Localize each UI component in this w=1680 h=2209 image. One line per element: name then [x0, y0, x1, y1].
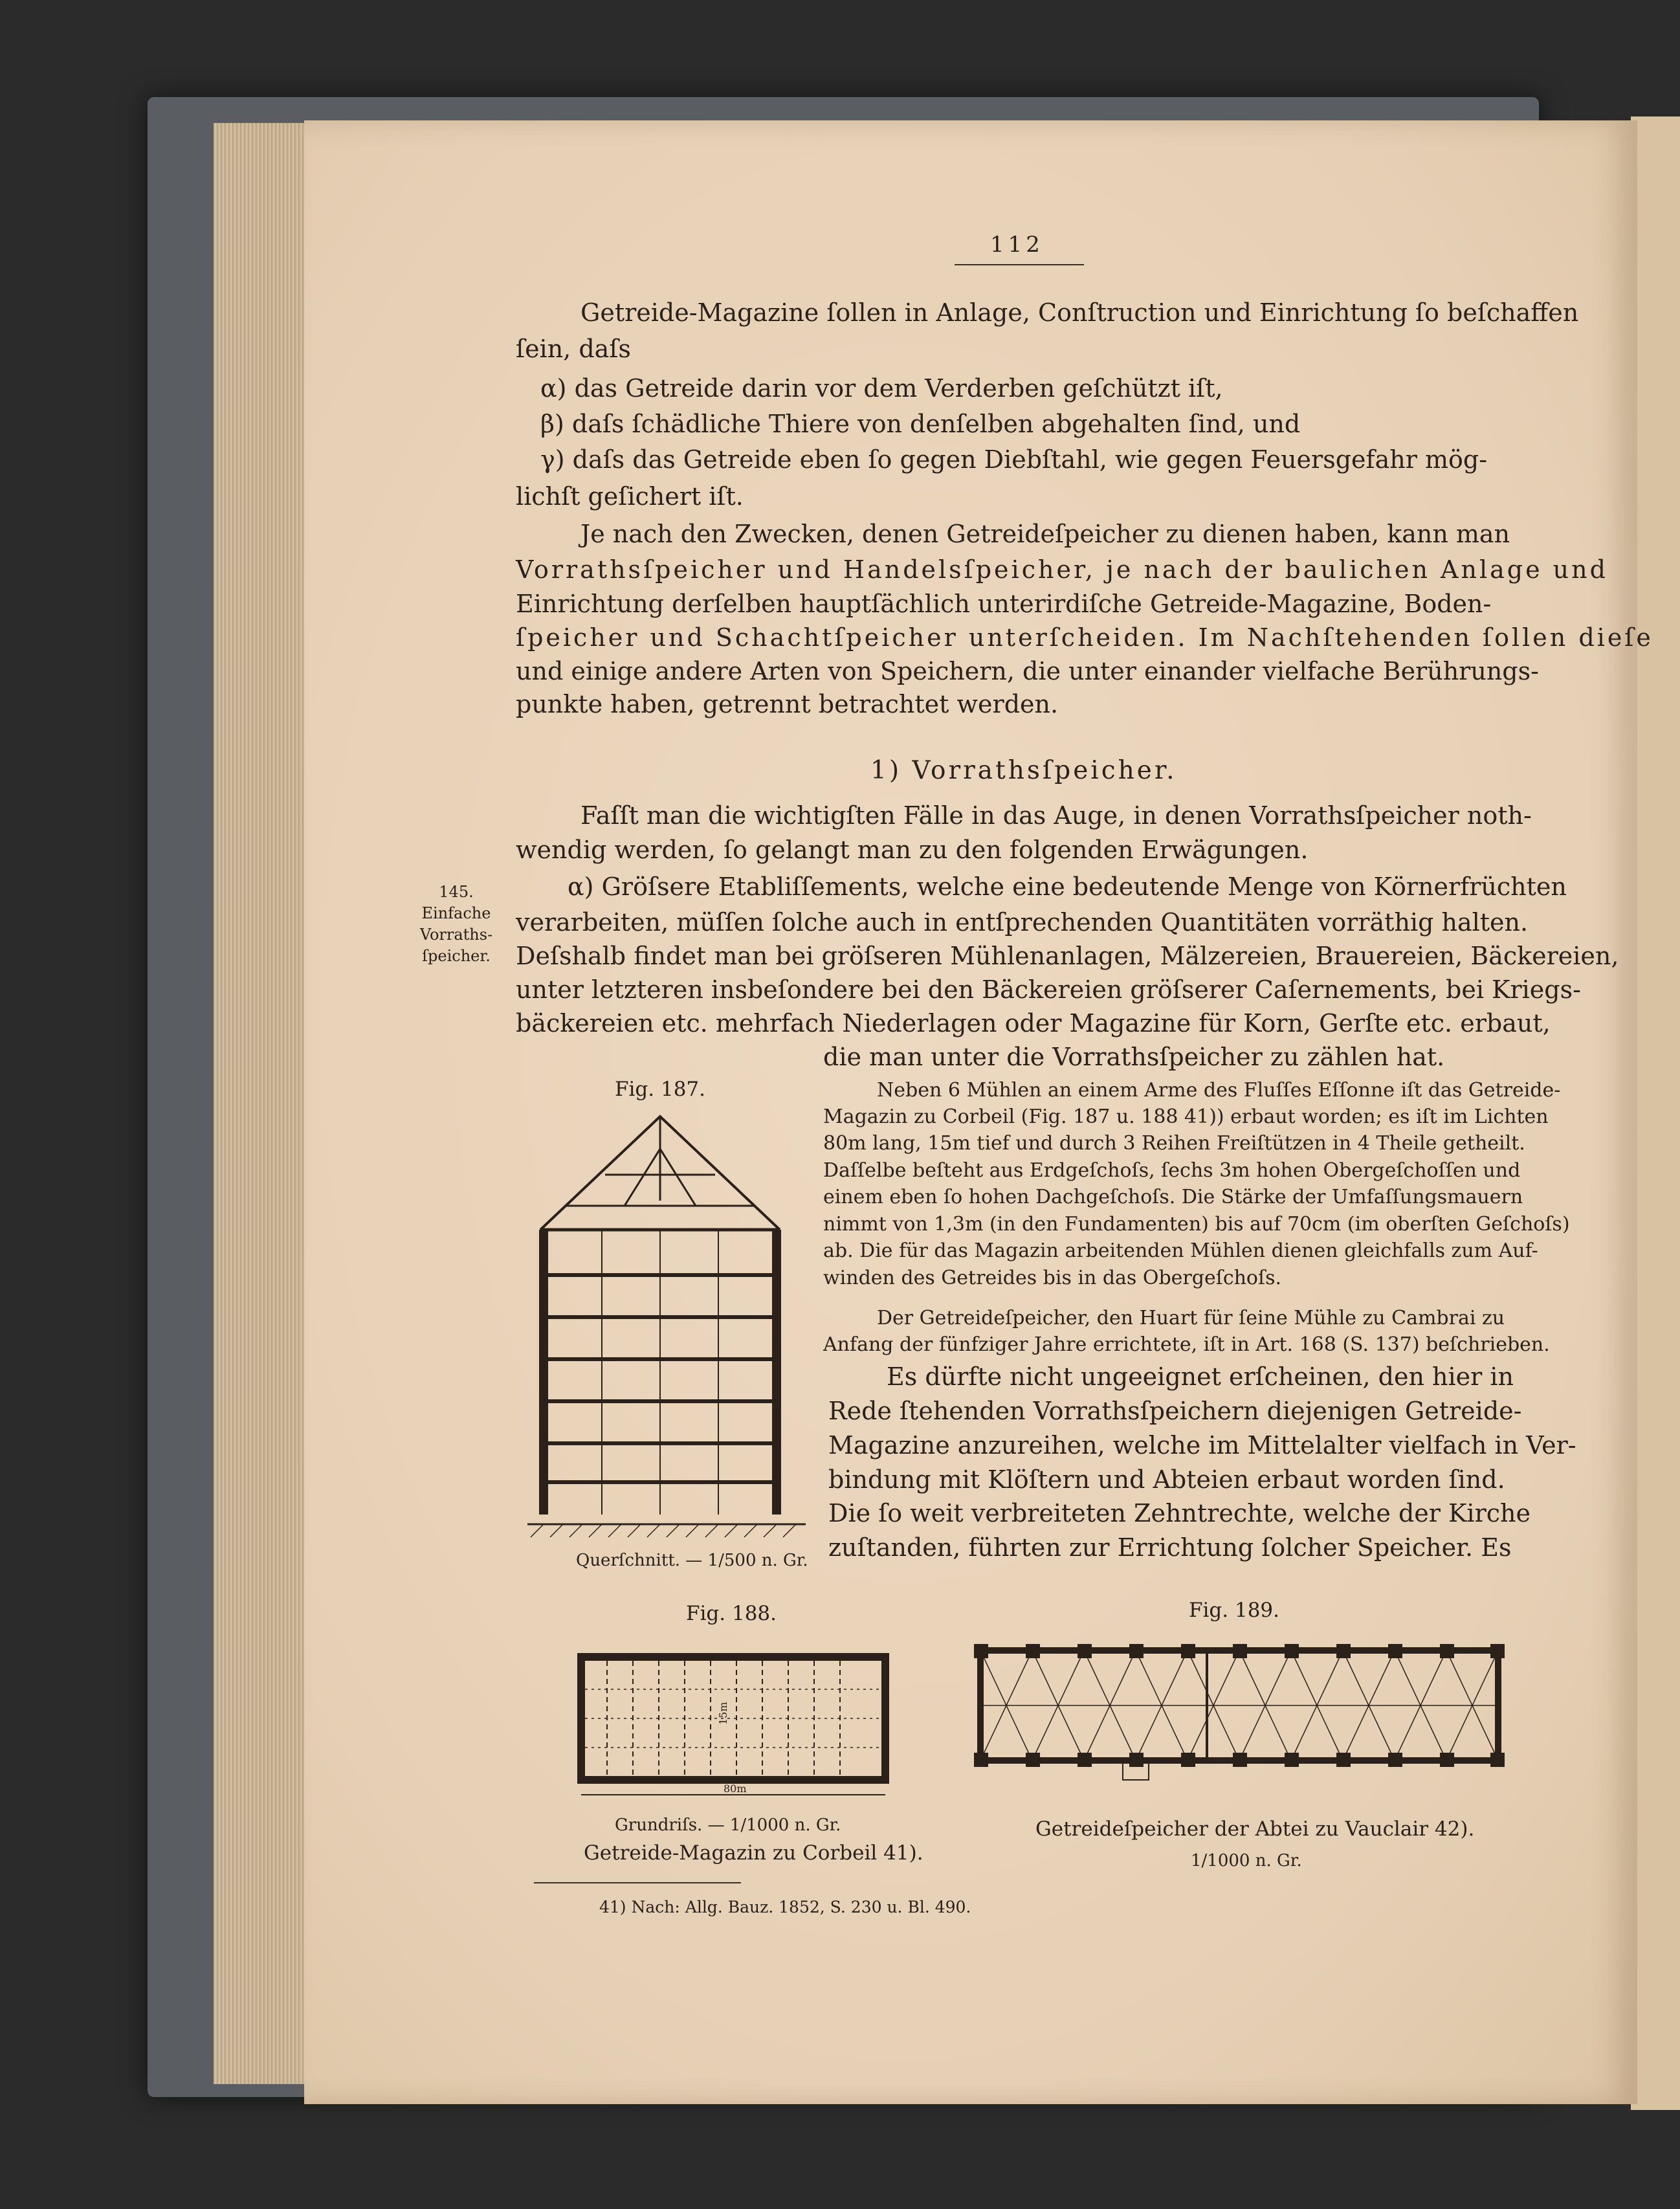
paragraph4-line-5: bäckereien etc. mehrfach Niederlagen oder Magazine für Korn, Gerſte etc. erbaut, [516, 1009, 1551, 1038]
paragraph4-line-1: α) Gröſsere Etabliſſements, welche eine bedeutende Menge von Körnerfrüchten [568, 872, 1567, 901]
small-paragraph1-line-6: nimmt von 1,3m (in den Fundamenten) bis auf 70cm (im oberſten Geſchoſs) [823, 1213, 1570, 1236]
intro-item-beta: β) daſs ſchädliche Thiere von denſelben abgehalten ſind, und [540, 410, 1301, 438]
paragraph4-line-3: Deſshalb findet man bei gröſseren Mühlenanlagen, Mälzereien, Brauereien, Bäckereien, [516, 942, 1619, 970]
paragraph5-line-3: Magazine anzureihen, welche im Mittelalter vielfach in Ver- [828, 1431, 1576, 1460]
footnote: 41) Nach: Allg. Bauz. 1852, S. 230 u. Bl. 490. [599, 1898, 971, 1916]
paragraph2-line-5: und einige andere Arten von Speichern, die unter einander vielfache Berührungs- [516, 657, 1539, 685]
small-paragraph1-line-5: einem eben ſo hohen Dachgeſchoſs. Die Stärke der Umfaſſungsmauern [823, 1186, 1523, 1208]
side-note-line-3: ſpeicher. [422, 947, 491, 965]
paragraph2-line-1: Je nach den Zwecken, denen Getreideſpeicher zu dienen haben, kann man [580, 520, 1510, 548]
side-note-number: 145. [439, 883, 474, 901]
fig189-floor-plan [974, 1644, 1505, 1786]
paragraph2-line-6: punkte haben, getrennt betrachtet werden. [516, 690, 1059, 718]
paragraph5-line-6: zuſtanden, führten zur Errichtung ſolcher Speicher. Es [828, 1533, 1512, 1562]
footnote-rule [534, 1882, 741, 1883]
fig188-label: Fig. 188. [686, 1602, 777, 1625]
page-number: 112 [990, 232, 1044, 258]
intro-line-1: Getreide-Magazine ſollen in Anlage, Conſtruction und Einrichtung ſo beſchaffen [580, 298, 1579, 327]
fig189-caption: Getreideſpeicher der Abtei zu Vauclair 42). [1035, 1817, 1475, 1841]
small-paragraph1-line-4: Daſſelbe beſteht aus Erdgeſchoſs, ſechs 3m hohen Obergeſchoſſen und [823, 1159, 1521, 1182]
side-note-line-1: Einfache [421, 904, 491, 922]
fig188-floor-plan [578, 1654, 889, 1803]
paragraph4-line-2: verarbeiten, müſſen ſolche auch in entſprechenden Quantitäten vorräthig halten. [516, 908, 1529, 937]
small-paragraph1-line-8: winden des Getreides bis in das Obergeſchoſs. [823, 1267, 1282, 1289]
small-paragraph1-line-7: ab. Die für das Magazin arbeitenden Mühlen dienen gleichfalls zum Auf- [823, 1239, 1538, 1262]
section-heading: 1) Vorrathsſpeicher. [870, 756, 1177, 785]
paragraph4-line-6: die man unter die Vorrathsſpeicher zu zählen hat. [823, 1043, 1445, 1071]
fig189-label: Fig. 189. [1189, 1599, 1279, 1622]
side-note [388, 882, 524, 967]
paragraph5-line-4: bindung mit Klöſtern und Abteien erbaut worden ſind. [828, 1465, 1505, 1494]
paragraph5-line-1: Es dürfte nicht ungeeignet erſcheinen, den hier in [887, 1362, 1514, 1391]
page-number-rule [955, 264, 1084, 265]
fig189-scale: 1/1000 n. Gr. [1191, 1851, 1302, 1870]
fig187-cross-section [527, 1110, 819, 1550]
fig188-dimension-depth: 15m [717, 1702, 729, 1725]
small-paragraph1-line-2: Magazin zu Corbeil (Fig. 187 u. 188 41)) erbaut worden; es iſt im Lichten [823, 1105, 1549, 1128]
intro-item-gamma: γ) daſs das Getreide eben ſo gegen Diebſtahl, wie gegen Feuersgefahr mög- [540, 445, 1488, 474]
paragraph3-line-2: wendig werden, ſo gelangt man zu den folgenden Erwägungen. [516, 836, 1309, 864]
paragraph2-line-2: Vorrathsſpeicher und Handelsſpeicher, je nach der baulichen Anlage und [516, 555, 1608, 584]
fig187-label: Fig. 187. [615, 1078, 705, 1101]
fig188-caption: Grundriſs. — 1/1000 n. Gr. [615, 1815, 841, 1835]
intro-line-2: ſein, daſs [516, 335, 631, 363]
side-note-line-2: Vorraths- [419, 926, 493, 944]
paragraph5-line-5: Die ſo weit verbreiteten Zehntrechte, welche der Kirche [828, 1499, 1531, 1527]
small-paragraph1-line-3: 80m lang, 15m tief und durch 3 Reihen Freiſtützen in 4 Theile getheilt. [823, 1132, 1525, 1155]
small-paragraph2-line-2: Anfang der fünfziger Jahre errichtete, iſt in Art. 168 (S. 137) beſchrieben. [823, 1333, 1550, 1356]
paragraph2-line-3: Einrichtung derſelben hauptſächlich unterirdiſche Getreide-Magazine, Boden- [516, 590, 1492, 618]
fig188-title: Getreide-Magazin zu Corbeil 41). [584, 1841, 923, 1865]
intro-item-alpha: α) das Getreide darin vor dem Verderben geſchützt iſt, [540, 374, 1223, 403]
paragraph5-line-2: Rede ſtehenden Vorrathsſpeichern diejenigen Getreide- [828, 1397, 1522, 1425]
fig187-caption: Querſchnitt. — 1/500 n. Gr. [576, 1551, 808, 1570]
paragraph3-line-1: Faſſt man die wichtigſten Fälle in das Auge, in denen Vorrathsſpeicher noth- [580, 801, 1532, 830]
small-paragraph1-line-1: Neben 6 Mühlen an einem Arme des Fluſſes Eſſonne iſt das Getreide- [877, 1079, 1561, 1102]
next-page-edge [1631, 117, 1680, 2110]
paragraph4-line-4: unter letzteren insbeſondere bei den Bäckereien gröſserer Caſernements, bei Kriegs- [516, 975, 1581, 1004]
fig188-dimension: 80m [724, 1782, 747, 1795]
small-paragraph2-line-1: Der Getreideſpeicher, den Huart für ſeine Mühle zu Cambrai zu [877, 1307, 1505, 1329]
paragraph2-line-4: ſpeicher und Schachtſpeicher unterſcheiden. Im Nachſtehenden ſollen dieſe [516, 623, 1653, 652]
intro-line-6: lichſt geſichert iſt. [516, 482, 744, 511]
